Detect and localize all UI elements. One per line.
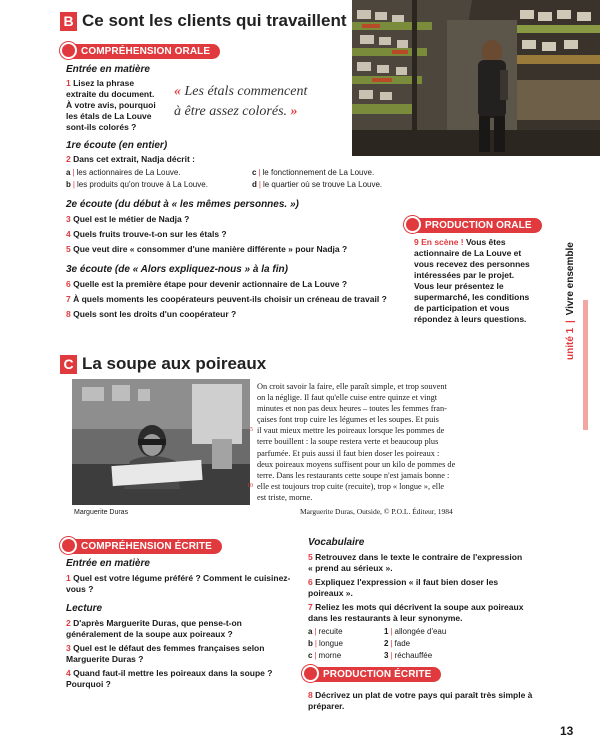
entree-en-matiere-heading: Entrée en matière [66,64,150,75]
question-5: 5 Que veut dire « consommer d'une manière différente » pour Nadja ? [66,244,348,254]
question-4: 4 Quels fruits trouve-t-on sur les étals ? [66,229,227,239]
question-c3: 3 Quel est le défaut des femmes françaises selon Marguerite Duras ? [66,643,265,664]
question-1: 1 Lisez la phrase extraite du document. À votre avis, pourquoi les étals de La Louve sont-ils colorés ? [66,78,156,132]
page-number: 13 [560,724,574,738]
question-c8: 8 Décrivez un plat de votre pays qui paraît très simple à préparer. [308,690,533,711]
book-icon [60,537,77,554]
option-2d[interactable]: d | le quartier où se trouve La Louve. [252,180,383,189]
production-orale-label: PRODUCTION ORALE [404,217,542,234]
extract-source: Marguerite Duras, Outside, © P.O.L. Éditeur, 1984 [300,507,453,516]
vocabulaire-heading: Vocabulaire [308,537,365,548]
unit-side-tab: unité 1 | Vivre ensemble [565,242,576,360]
section-b-header [60,11,380,31]
pencil-icon [302,665,319,682]
match-right-1[interactable]: 1 | allongée d'eau [384,627,447,636]
ecoute-1-heading: 1re écoute (en entier) [66,140,168,151]
section-b-title: Ce sont les clients qui travaillent [82,11,347,30]
question-c4: 4 Quand faut-il mettre les poireaux dans la soupe ? Pourquoi ? [66,668,273,689]
section-c-title: La soupe aux poireaux [82,354,267,373]
option-2a[interactable]: a | les actionnaires de La Louve. [66,168,181,177]
option-2b[interactable]: b | les produits qu'on trouve à La Louve. [66,180,208,189]
comprehension-orale-label: COMPRÉHENSION ORALE [60,43,220,60]
question-7: 7 À quels moments les coopérateurs peuvent-ils choisir un créneau de travail ? [66,294,387,304]
photo-caption: Marguerite Duras [74,509,129,516]
entree-en-matiere-c-heading: Entrée en matière [66,558,150,569]
production-ecrite-label: PRODUCTION ÉCRITE [302,666,441,683]
literary-extract: On croit savoir la faire, elle paraît simple, et trop souvent on la néglige. Il faut qu'elle cuise entre quinze et vingt minutes et non pas deux heures – toutes les femmes fran- çaises font trop cuire les légumes et les soupes. Et puis 5 il vaut mieux mettre les poireaux lorsque les pommes de terre bouillent : la soupe restera verte et beaucoup plus parfumée. Et puis aussi il faut bien doser les poireaux : deux poireaux moyens suffisent pour un kilo de pommes de terre. Dans les restaurants cette soupe n'est jamais bonne : 10 elle est toujours trop cuite (recuite), trop « longue », elle est triste, morne. [247,382,456,502]
pull-quote: « Les étals commencent à être assez colorés. » [174,84,308,119]
ecoute-3-heading: 3e écoute (de « Alors expliquez-nous » à la fin) [66,264,288,275]
option-2c[interactable]: c | le fonctionnement de La Louve. [252,168,375,177]
question-6: 6 Quelle est la première étape pour devenir actionnaire de La Louve ? [66,279,348,289]
question-c7: 7 Reliez les mots qui décrivent la soupe aux poireaux dans les restaurants à leur synonyme. [308,602,524,623]
section-c-letter: C [60,355,77,374]
question-c2: 2 D'après Marguerite Duras, que pense-t-on généralement de la soupe aux poireaux ? [66,618,242,639]
question-c1: 1 Quel est votre légume préféré ? Comment le cuisinez- vous ? [66,573,291,594]
side-tab-bar [583,300,588,430]
question-c5: 5 Retrouvez dans le texte le contraire de l'expression « prend au sérieux ». [308,552,523,573]
match-left-c[interactable]: c | morne [308,651,342,660]
supermarket-photo-image [352,0,600,156]
question-9: 9 En scène ! Vous êtes actionnaire de La Louve et vous recevez des personnes intéressées par le projet. Vous leur présentez le supermarché, les conditions de participation et vous répondez à leurs questions. [414,237,530,324]
ear-icon [60,42,77,59]
duras-photo-image [72,379,250,505]
speech-bubble-icon [404,216,421,233]
question-c6: 6 Expliquez l'expression « il faut bien doser les poireaux ». [308,577,499,598]
section-c-header [60,354,266,374]
lecture-heading: Lecture [66,603,103,614]
duras-photo [72,379,250,505]
match-left-a[interactable]: a | recuite [308,627,343,636]
question-3: 3 Quel est le métier de Nadja ? [66,214,190,224]
question-8: 8 Quels sont les droits d'un coopérateur ? [66,309,237,319]
comprehension-ecrite-label: COMPRÉHENSION ÉCRITE [60,538,222,555]
ecoute-2-heading: 2e écoute (du début à « les mêmes personnes. ») [66,199,299,210]
match-right-3[interactable]: 3 | réchauffée [384,651,433,660]
supermarket-photo [352,0,600,156]
question-2: 2 Dans cet extrait, Nadja décrit : [66,154,195,164]
section-b-letter: B [60,12,77,31]
match-left-b[interactable]: b | longue [308,639,343,648]
match-right-2[interactable]: 2 | fade [384,639,411,648]
